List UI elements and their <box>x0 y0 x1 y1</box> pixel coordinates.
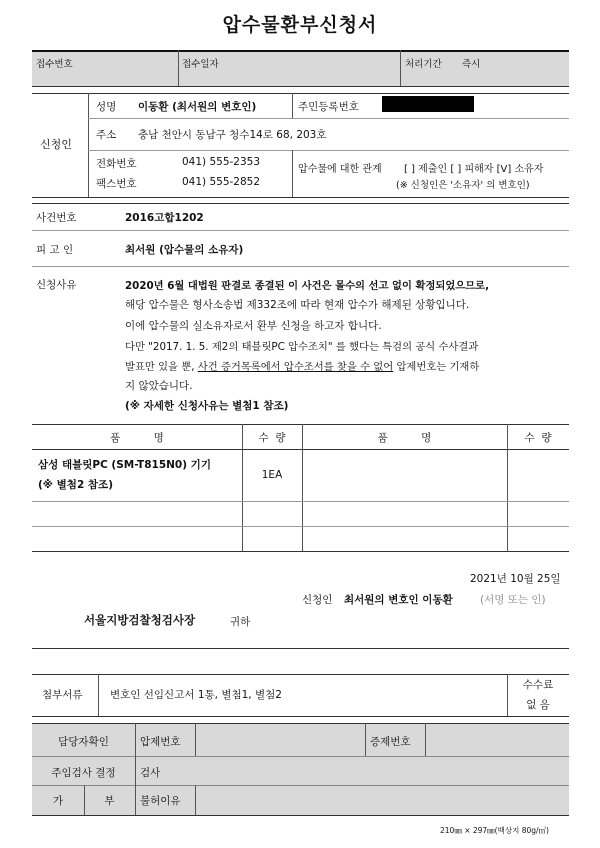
col-item-header: 품 명 <box>110 432 164 444</box>
reason-line-5b: 사건 증거목록에서 압수조서를 찾을 수 없어 <box>197 361 394 373</box>
col-qty2-header: 수 량 <box>524 432 552 444</box>
reason-line-6: 지 않았습니다. <box>125 380 193 392</box>
rrn-label: 주민등록번호 <box>298 101 359 113</box>
reason-line-7: (※ 자세한 신청사유는 별첨1 참조) <box>125 400 289 412</box>
reason-label: 신청사유 <box>36 279 77 291</box>
reason-line-5 <box>125 358 479 373</box>
case-no-label: 사건번호 <box>36 212 77 224</box>
rrn-redaction <box>382 96 474 112</box>
receipt-no-label: 접수번호 <box>36 59 73 70</box>
evidence-no-label: 증제번호 <box>370 736 411 748</box>
item-row1-note: (※ 별첨2 참조) <box>38 479 113 491</box>
applicant-section-label: 신청인 <box>40 138 72 151</box>
receipt-date-label: 접수일자 <box>182 59 219 70</box>
defendant-label: 피 고 인 <box>36 244 74 256</box>
checker-label: 담당자확인 <box>58 736 109 748</box>
relation-note: (※ 신청인은 '소유자' 의 변호인) <box>396 180 530 191</box>
sign-applicant-name: 최서원의 변호인 이동환 <box>344 594 453 606</box>
header-band <box>32 50 569 86</box>
approve-ga: 가 <box>52 795 64 807</box>
reason-line-5c: 압제번호는 기재하 <box>393 361 480 373</box>
reason-line-1: 2020년 6월 대법원 판결로 종결된 이 사건은 몰수의 선고 없이 확정되었으므로, <box>125 280 490 292</box>
form-title: 압수물환부신청서 <box>222 14 378 36</box>
address-value: 충남 천안시 동남구 청수14로 68, 203호 <box>138 129 327 141</box>
reason-line-2: 해당 압수물은 형사소송법 제332조에 따라 현재 압수가 해제된 상황입니다. <box>125 299 470 311</box>
sign-applicant-label: 신청인 <box>302 594 333 606</box>
address-label: 주소 <box>96 129 117 141</box>
col-qty-header: 수 량 <box>258 432 286 444</box>
item-row1-name: 삼성 태블릿PC (SM-T815N0) 기기 <box>38 459 211 471</box>
relation-options: [ ] 제출인 [ ] 피해자 [V] 소유자 <box>404 164 544 175</box>
item-row1-qty: 1EA <box>261 469 283 481</box>
fax-value: 041) 555-2852 <box>182 176 261 188</box>
name-value: 이동환 (최서원의 변호인) <box>138 101 257 113</box>
attachments-value: 변호인 선임신고서 1통, 별첨1, 별첨2 <box>110 689 282 701</box>
processing-label: 처리기간 <box>405 59 442 70</box>
approve-bu: 부 <box>104 795 115 807</box>
fee-label: 수수료 <box>522 679 554 691</box>
processing-value: 즉시 <box>462 59 481 70</box>
col-item2-header: 품 명 <box>377 432 432 444</box>
attachments-label: 첨부서류 <box>42 689 83 701</box>
case-no-value: 2016고합1202 <box>125 212 204 224</box>
reason-line-3: 이에 압수물의 실소유자로서 환부 신청을 하고자 합니다. <box>125 320 382 332</box>
fax-label: 팩스번호 <box>96 178 137 190</box>
reason-line-5a: 발표만 있을 뿐, <box>125 361 198 373</box>
fee-value: 없 음 <box>526 699 550 711</box>
reason-line-4: 다만 "2017. 1. 5. 제2의 태블릿PC 압수조치" 를 했다는 특검의 공식 수사결과 <box>125 341 479 353</box>
sign-date: 2021년 10월 25일 <box>470 573 561 585</box>
defendant-value: 최서원 (압수물의 소유자) <box>125 244 244 256</box>
recipient-suffix: 귀하 <box>230 616 251 628</box>
relation-label: 압수물에 대한 관계 <box>298 164 382 175</box>
reject-reason-label: 불허이유 <box>140 795 181 807</box>
chief-decision-label: 주임검사 결정 <box>51 767 116 779</box>
name-label: 성명 <box>96 101 117 113</box>
seizure-no-label: 압제번호 <box>140 736 181 748</box>
recipient: 서울지방검찰청검사장 <box>84 613 196 627</box>
phone-value: 041) 555-2353 <box>182 156 261 168</box>
paper-spec: 210㎜ × 297㎜(백상지 80g/㎡) <box>440 826 549 835</box>
phone-label: 전화번호 <box>96 158 137 170</box>
sign-hint: (서명 또는 인) <box>480 594 546 606</box>
prosecutor-label: 검사 <box>140 767 161 779</box>
